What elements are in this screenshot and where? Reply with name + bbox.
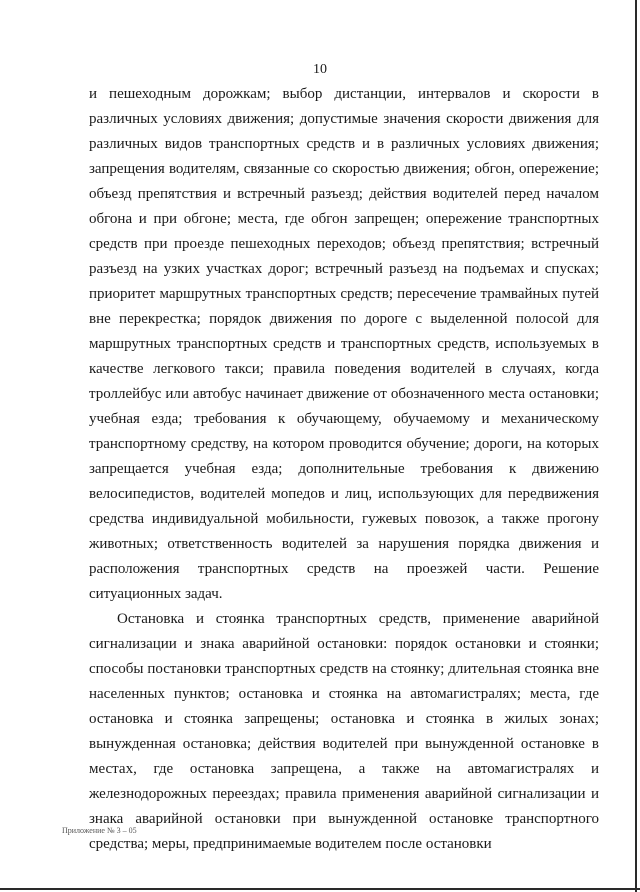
body-text xyxy=(89,82,599,857)
page-number: 10 xyxy=(313,62,327,77)
scan-edge-right xyxy=(635,0,637,892)
scan-edge-bottom xyxy=(0,888,640,890)
paragraph-1: и пешеходным дорожкам; выбор дистанции, интервалов и скорости в различных условиях движения; допустимые значения скорости движения для различных видов транспортных средств и в различных условиях движения; запрещения водителям, связанные со скоростью движения; обгон, опережение; объезд препятствия и встречный разъезд; действия водителей перед началом обгона и при обгоне; места, где обгон запрещен; опережение транспортных средств при проезде пешеходных переходов; объезд препятствия; встречный разъезд на узких участках дорог; встречный разъезд на подъемах и спусках; приоритет маршрутных транспортных средств; пересечение трамвайных путей вне перекрестка; порядок движения по дороге с выделенной полосой для маршрутных транспортных средств и транспортных средств, используемых в качестве легкового такси; правила поведения водителей в случаях, когда троллейбус или автобус начинает движение от обозначенного места остановки; учебная езда; требования к обучающему, обучаемому и механическому транспортному средству, на котором проводится обучение; дороги, на которых запрещается учебная езда; дополнительные требования к движению велосипедистов, водителей мопедов и лиц, использующих для передвижения средства индивидуальной мобильности, гужевых повозок, а также прогону животных; ответственность водителей за нарушения порядка движения и расположения транспортных средств на проезжей части. Решение ситуационных задач. xyxy=(89,86,599,602)
paragraph-2: Остановка и стоянка транспортных средств, применение аварийной сигнализации и знака аварийной остановки: порядок остановки и стоянки; способы постановки транспортных средств на стоянку; длительная стоянка вне населенных пунктов; остановка и стоянка на автомагистралях; места, где остановка и стоянка запрещены; остановка и стоянка в жилых зонах; вынужденная остановка; действия водителей при вынужденной остановке в местах, где остановка запрещена, а также на автомагистралях и железнодорожных переездах; правила применения аварийной сигнализации и знака аварийной остановки при вынужденной остановке транспортного средства; меры, предпринимаемые водителем после остановки xyxy=(89,611,599,852)
page-footer: Приложение № 3 – 05 xyxy=(62,826,137,835)
